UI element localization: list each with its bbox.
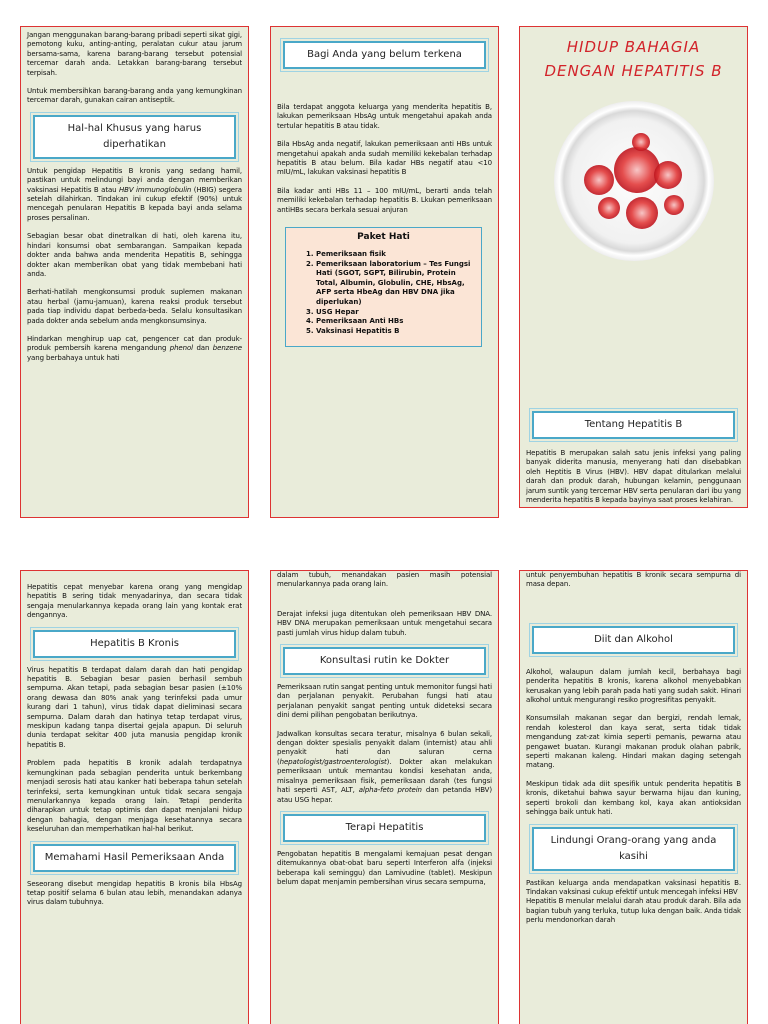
title-line-2: DENGAN HEPATITIS B [544, 62, 723, 80]
paragraph: Sebagian besar obat dinetralkan di hati, oleh karena itu, hindari konsumsi obat sembarangan. Sampaikan kepada dokter anda bahwa anda menderita Hepatitis B, sehingga dokter akan memberikan obat yang tidak membebani hati anda. [27, 232, 242, 278]
paket-hati-list [294, 250, 473, 336]
paragraph: Meskipun tidak ada diit spesifik untuk penderita hepatitis B kronis, diketahui bahwa sayur berwarna hijau dan kuning, seperti brokoli dan kembang kol, kaya akan antioksidan sehingga baik untuk hati. [526, 779, 741, 817]
paragraph: Hepatitis B menular melalui darah atau produk darah. Bila ada bagian tubuh yang terluka, tutup luka dengan baik. Anda tidak perlu mendonorkan darah [526, 897, 741, 925]
section-heading-kronis: Hepatitis B Kronis [33, 630, 236, 658]
paragraph: dalam tubuh, menandakan pasien masih potensial menularkannya pada orang lain. [277, 571, 492, 589]
blood-cell [664, 195, 684, 215]
paragraph: Virus hepatitis B terdapat dalam darah dan hati pengidap hepatitis B. Sebagian besar pasien berhasil sembuh sempurna. Akan tetapi, pada sebagian besar pasien (±10% orang dewasa dan 80% anak yang terinfeksi pada umur kurang dari 1 tahun), virus tidak dapat dieliminasi secara sempurna. Dalam darah dan hatinya tetap terdapat virus, meskipun kadang tanpa disertai gejala apapun. Di seluruh dunia terdapat sekitar 400 juta manusia pengidap kronik hepatitis B. [27, 665, 242, 749]
paragraph: Untuk pengidap Hepatitis B kronis yang sedang hamil, pastikan untuk melindungi bayi anda dengan memberikan vaksinasi Hepatitis B atau HBV immunoglobulin (HBIG) segera setelah dilahirkan. Tindakan ini cukup efektif (90%) untuk mencegah penularan Hepatitis B kepada bayi anda selama proses persalinan. [27, 166, 242, 222]
paragraph: Alkohol, walaupun dalam jumlah kecil, berbahaya bagi penderita hepatitis B kronis, karena alkohol menyebabkan kerusakan yang lebih parah pada hati yang sudah sakit. Hinari alkohol untuk mengurangi resiko progresifitas penyakit. [526, 667, 741, 705]
panel-top-left [20, 26, 249, 518]
section-heading-hal-khusus: Hal-hal Khusus yang harus diperhatikan [33, 115, 236, 159]
paragraph: untuk penyembuhan hepatitis B kronik secara sempurna di masa depan. [526, 571, 741, 589]
blood-cell [614, 147, 660, 193]
paragraph: Jangan menggunakan barang-barang pribadi seperti sikat gigi, pemotong kuku, anting-anting, peralatan cukur atau jarum bersama-sama, karena barang-barang tersebut potensial tercemar darah anda. Letakkan barang-barang tersebut terpisah. [27, 31, 242, 77]
blood-cell [654, 161, 682, 189]
list-item: 4. Pemeriksaan Anti HBs [316, 317, 473, 327]
blood-cell [626, 197, 658, 229]
paragraph: Hindarkan menghirup uap cat, pengencer cat dan produk-produk pembersih karena mengandung phenol dan benzene yang berbahaya untuk hati [27, 334, 242, 362]
paragraph: Bila terdapat anggota keluarga yang menderita hepatitis B, lakukan pemeriksaan HbsAg untuk mengetahui apakah anda tertular hepatitis B atau tidak. [277, 103, 492, 130]
section-heading-belum-terkena: Bagi Anda yang belum terkena [283, 41, 486, 69]
blood-cell [598, 197, 620, 219]
list-item: 3. USG Hepar [316, 308, 473, 318]
paragraph: Konsumsilah makanan segar dan bergizi, rendah lemak, rendah kolesterol dan kaya serat, serta tidak tidak mengandung zat-zat kimia seperti pemanis, pewarna atau pengawet buatan. Kurangi makanan produk olahan pabrik, seperti makanan kaleng. Hindari makan daging setengah matang. [526, 714, 741, 770]
panel-bottom-left [20, 570, 249, 1024]
section-heading-konsultasi: Konsultasi rutin ke Dokter [283, 647, 486, 675]
paragraph: Bila HbsAg anda negatif, lakukan pemeriksaan anti HBs untuk mengetahui apakah anda sudah memiliki kekebalan terhadap hepatitis B atau belum. Bila kadar HBs negatif atau <10 mIU/mL, lakukan vaksinasi hepatitis B [277, 140, 492, 177]
paragraph: Bila kadar anti HBs 11 – 100 mIU/mL, berarti anda telah memiliki kekebalan terhadap hepatitis B. Lkukan pemeriksaan antiHBs secara berkala sesuai anjuran [277, 186, 492, 214]
paragraph: Problem pada hepatitis B kronik adalah terdapatnya kemungkinan pada sebagian penderita untuk berkembang menjadi serosis hati atau kanker hati beberapa tahun setelah terinfeksi, serta kemungkinan untuk tidak secara sengaja menularkannya kepada orang lain. Tetapi penderita diharapkan untuk tetap optimis dan dapat menjalani hidup dengan bahagia, dengan menjaga kesehatannya secara keseluruhan dan memperhatikan hal-hal berikut. [27, 759, 242, 834]
paragraph: Pengobatan hepatitis B mengalami kemajuan pesat dengan ditemukannya obat-obat baru seperti Interferon alfa (injeksi beberapa kali seminggu) dan Lamivudine (tablet). Meskipun belum dapat menjamin pembersihan virus secara sempurna, [277, 849, 492, 887]
paragraph: Untuk membersihkan barang-barang anda yang kemungkinan tercemar darah, gunakan cairan antiseptik. [27, 87, 242, 105]
section-heading-tentang: Tentang Hepatitis B [532, 411, 735, 439]
section-heading-diit-alkohol: Diit dan Alkohol [532, 626, 735, 654]
section-heading-terapi: Terapi Hepatitis [283, 814, 486, 842]
blood-cell [584, 165, 614, 195]
paragraph: Pemeriksaan rutin sangat penting untuk memonitor fungsi hati dan perjalanan penyakit. Perubahan fungsi hati atau perjalanan penyakit sangat penting untuk dideteksi secara dini demi pilihan pengobatan berikutnya. [277, 683, 492, 720]
paket-hati-box [285, 227, 482, 347]
section-heading-hasil-pemeriksaan: Memahami Hasil Pemeriksaan Anda [33, 844, 236, 872]
title-line-1: HIDUP BAHAGIA [566, 38, 701, 56]
paket-hati-title: Paket Hati [357, 232, 410, 243]
paragraph: Derajat infeksi juga ditentukan oleh pemeriksaan HBV DNA. HBV DNA merupakan pemeriksaan untuk mengetahui secara pasti jumlah virus hidup dalam tubuh. [277, 609, 492, 637]
panel-bottom-right [519, 570, 748, 1024]
list-item: 1. Pemeriksaan fisik [316, 250, 473, 260]
panel-bottom-middle [270, 570, 499, 1024]
paragraph: Hepatitis B merupakan salah satu jenis infeksi yang paling banyak diderita manusia, menyerang hati dan disebabkan oleh Heptitis B Virus (HBV). HBV dapat ditularkan melalui darah dan produk darah, hubungan kelamin, penggunaan jarum suntik yang tercemar HBV serta penularan dari ibu yang menderita hepatitis B kepada bayinya saat proses kelahiran. [526, 449, 741, 505]
paragraph: Seseorang disebut mengidap hepatitis B kronis bila HbsAg tetap positif selama 6 bulan atau lebih, menandakan adanya virus dalam tubuhnya. [27, 879, 242, 907]
paragraph: Berhati-hatilah mengkonsumsi produk suplemen makanan atau herbal (jamu-jamuan), karena reaksi produk tersebut pada tiap individu dapat berbeda-beda. Selalu konsultasikan pada dokter anda sebelum anda mengkonsumsinya. [27, 288, 242, 325]
section-heading-lindungi: Lindungi Orang-orang yang anda kasihi [532, 827, 735, 871]
blood-cell [632, 133, 650, 151]
panel-top-middle [270, 26, 499, 518]
panel-top-right [519, 26, 748, 508]
brochure-title [526, 35, 741, 83]
paragraph: Pastikan keluarga anda mendapatkan vaksinasi hepatitis B. Tindakan vaksinasi cukup efektif untuk mencegah infeksi HBV [526, 878, 741, 896]
blood-cells-image [554, 101, 714, 261]
paragraph: Hepatitis cepat menyebar karena orang yang mengidap hepatitis B sering tidak menyadarinya, dan secara tidak sengaja menularkannya kepada orang lain yang kontak erat dengannya. [27, 583, 242, 620]
list-item: 5. Vaksinasi Hepatitis B [316, 327, 473, 337]
list-item: 2. Pemeriksaan laboratorium – Tes Fungsi Hati (SGOT, SGPT, Bilirubin, Protein Total, Albumin, Globulin, CHE, HbsAg, AFP serta HbeAg dan HBV DNA jika diperlukan) [316, 260, 473, 308]
paragraph: Jadwalkan konsultas secara teratur, misalnya 6 bulan sekali, dengan dokter spesialis penyakit dalam (internist) atau ahli penyakit hati dan saluran cerna (hepatologist/gastroenterologist). Dokter akan melakukan pemeriksaan untuk memantau kondisi kesehatan anda, misalnya pemeriksaan fisik, pemeriksaan darah (tes fungsi hati seperti AST, ALT, alpha-feto protein dan petanda HBV) atau USG hepar. [277, 729, 492, 804]
